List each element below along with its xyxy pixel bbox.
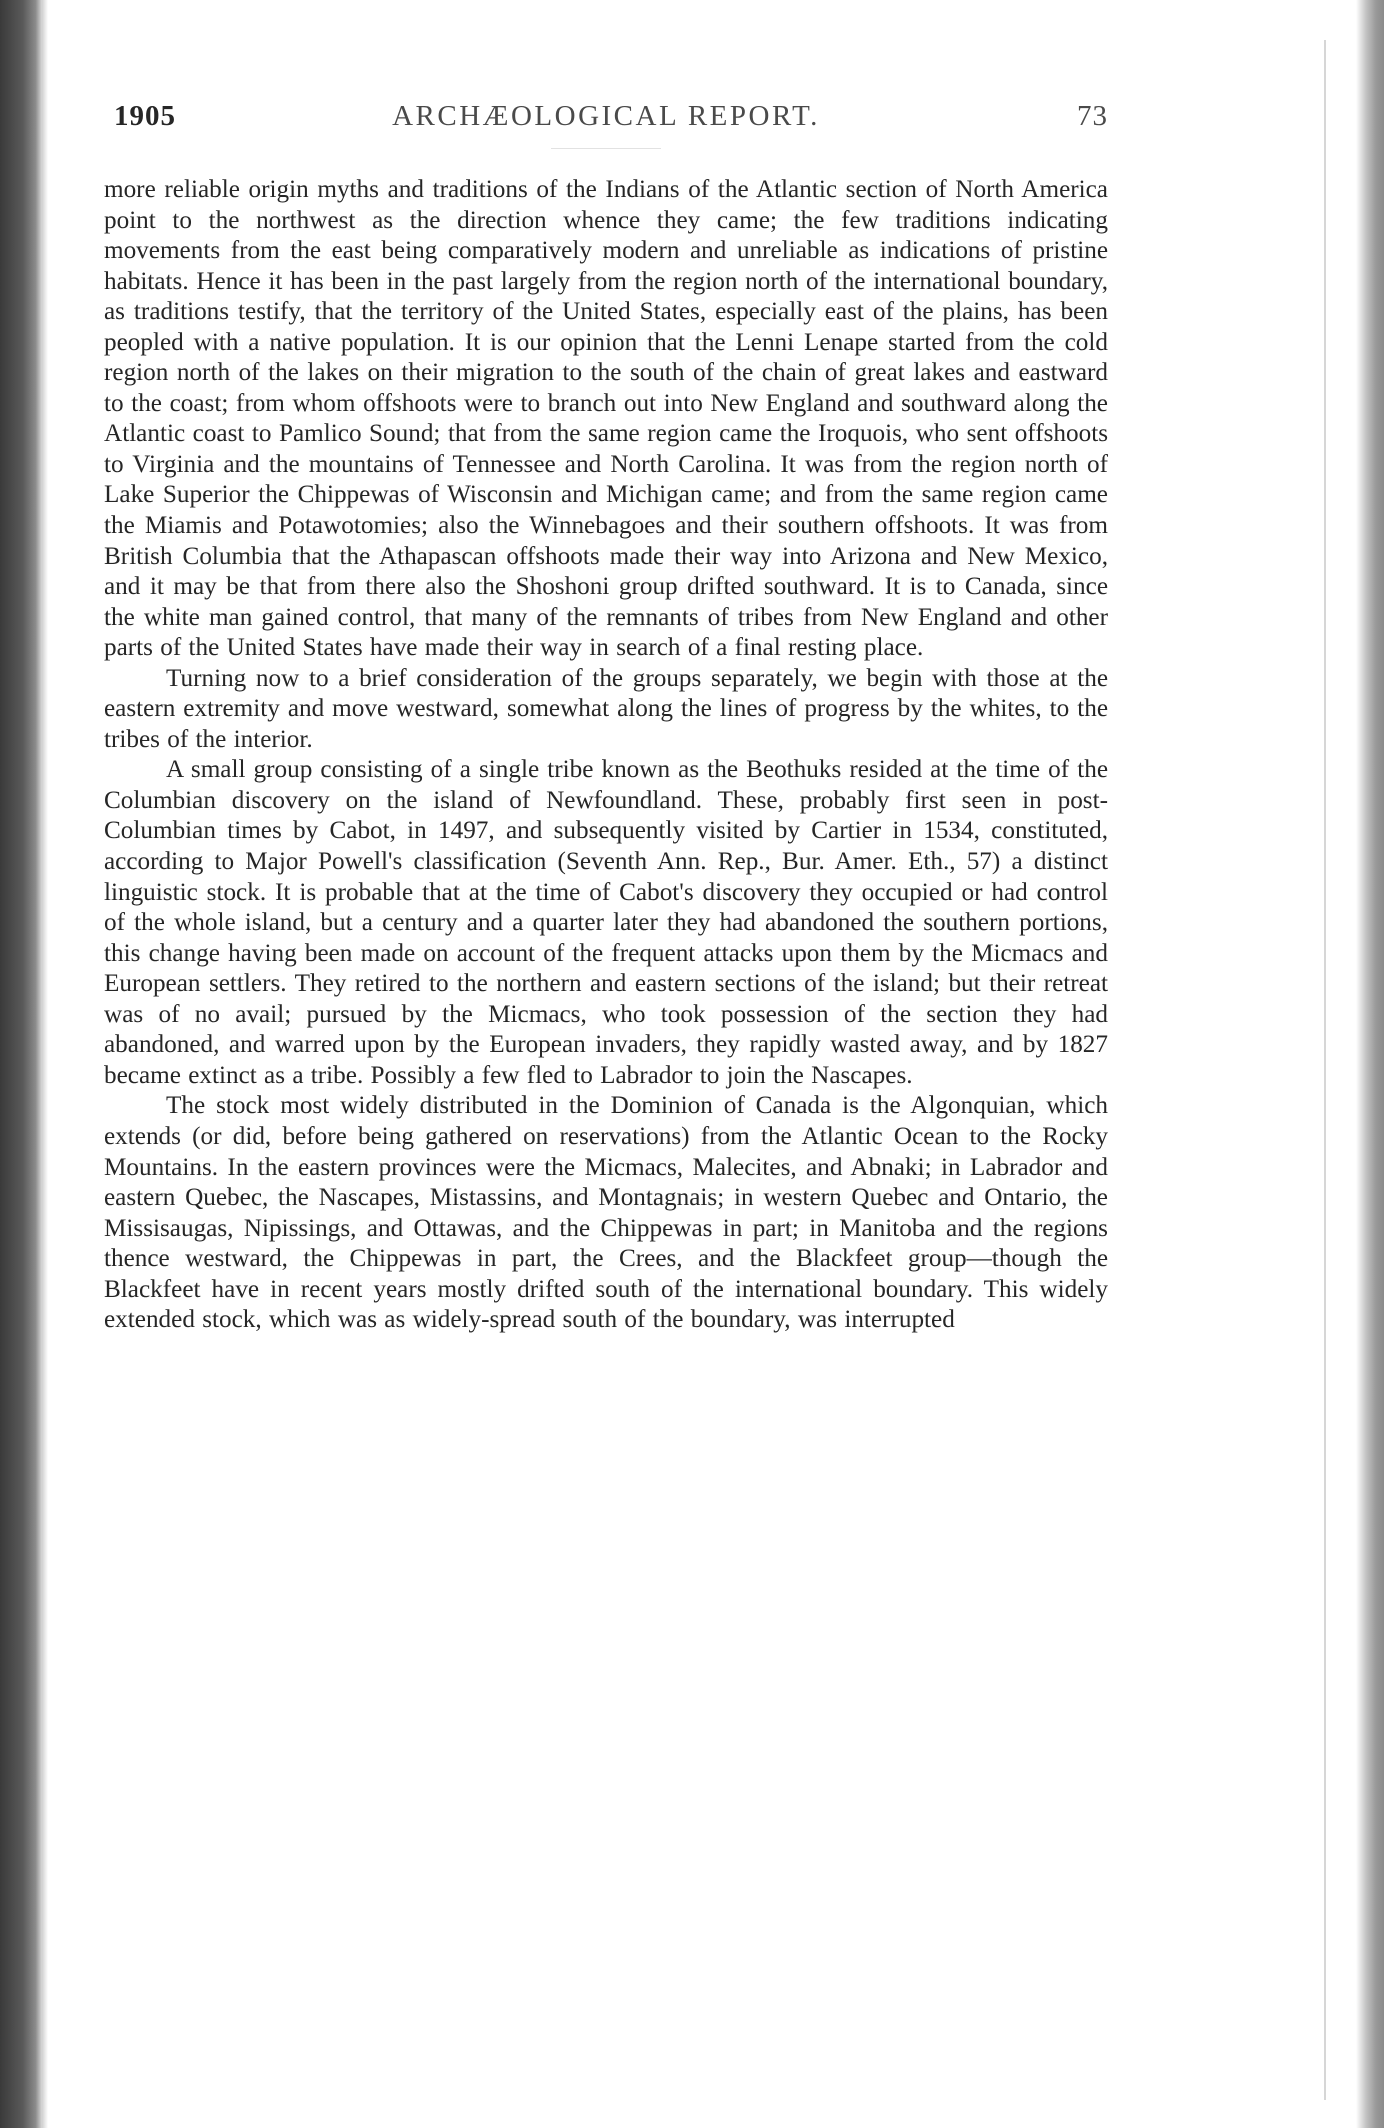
page-edge-line bbox=[1324, 40, 1326, 2100]
header-title: ARCHÆOLOGICAL REPORT. bbox=[392, 100, 820, 132]
header-rule bbox=[551, 148, 661, 149]
page-number: 73 bbox=[1077, 100, 1108, 132]
paragraph: Turning now to a brief consideration of the groups separately, we begin with those at the eastern extremity and move westward, somewhat along the lines of progress by the whites, to the tribes of the interior. bbox=[104, 664, 1108, 753]
scan-edge-right bbox=[1356, 0, 1384, 2128]
book-page bbox=[104, 100, 1108, 1336]
paragraph: The stock most widely distributed in the Dominion of Canada is the Algonquian, which extends (or did, before being gathered on reservations) from the Atlantic Ocean to the Rocky Mountains. In the eastern provinces were the Micmacs, Malecites, and Abnaki; in Labrador and eastern Quebec, the Nascapes, Mistassins, and Montagnais; in western Quebec and Ontario, the Missisaugas, Nipissings, and Ottawas, and the Chippewas in part; in Manitoba and the regions thence westward, the Chippewas in part, the Crees, and the Blackfeet group—though the Blackfeet have in recent years mostly drifted south of the international boundary. This widely extended stock, which was as widely-spread south of the boundary, was interrupted bbox=[104, 1092, 1108, 1334]
paragraph: more reliable origin myths and traditions of the Indians of the Atlantic section of North America point to the northwest as the direction whence they came; the few traditions indicating movements from the east being comparatively modern and unreliable as indications of pristine habitats. Hence it has been in the past largely from the region north of the international boundary, as traditions testify, that the territory of the United States, especially east of the plains, has been peopled with a native population. It is our opinion that the Lenni Lenape started from the cold region north of the lakes on their migration to the south of the chain of great lakes and eastward to the coast; from whom offshoots were to branch out into New England and southward along the Atlantic coast to Pamlico Sound; that from the same region came the Iroquois, who sent offshoots to Virginia and the mountains of Tennessee and North Carolina. It was from the region north of Lake Superior the Chippewas of Wisconsin and Michigan came; and from the same region came the Miamis and Potawotomies; also the Winnebagoes and their southern offshoots. It was from British Columbia that the Athapascan offshoots made their way into Arizona and New Mexico, and it may be that from there also the Shoshoni group drifted southward. It is to Canada, since the white man gained control, that many of the remnants of tribes from New England and other parts of the United States have made their way in search of a final resting place. bbox=[104, 176, 1108, 662]
scan-edge-left-highlight bbox=[42, 0, 48, 2128]
body-text bbox=[104, 175, 1108, 1336]
running-head bbox=[104, 100, 1108, 144]
paragraph: A small group consisting of a single tribe known as the Beothuks resided at the time of the Columbian discovery on the island of Newfoundland. These, probably first seen in post-Columbian times by Cabot, in 1497, and subsequently visited by Cartier in 1534, constituted, according to Major Powell's classification (Seventh Ann. Rep., Bur. Amer. Eth., 57) a distinct linguistic stock. It is probable that at the time of Cabot's discovery they occupied or had control of the whole island, but a century and a quarter later they had abandoned the southern portions, this change having been made on account of the frequent attacks upon them by the Micmacs and European settlers. They retired to the northern and eastern sections of the island; but their retreat was of no avail; pursued by the Micmacs, who took possession of the section they had abandoned, and warred upon by the European invaders, they rapidly wasted away, and by 1827 became extinct as a tribe. Possibly a few fled to Labrador to join the Nascapes. bbox=[104, 756, 1108, 1089]
header-year: 1905 bbox=[114, 100, 176, 132]
scan-edge-left bbox=[0, 0, 42, 2128]
